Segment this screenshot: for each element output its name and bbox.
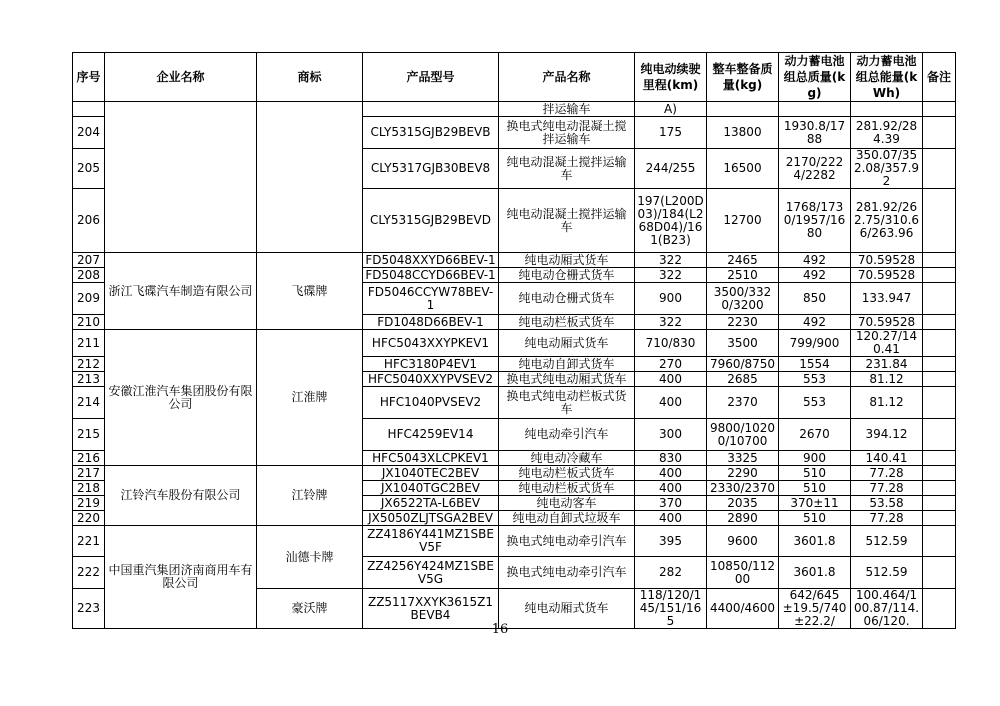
company-cell xyxy=(105,102,257,253)
battery-mass-cell: 799/900 xyxy=(779,330,851,357)
model-cell: JX6522TA-L6BEV xyxy=(363,496,499,511)
battery-energy-cell: 81.12 xyxy=(851,372,923,387)
brand-cell xyxy=(257,102,363,253)
curb-mass-cell: 2370 xyxy=(707,387,779,419)
product-name-cell: 纯电动仓栅式货车 xyxy=(499,268,635,283)
sn-cell: 207 xyxy=(73,253,105,268)
company-cell: 中国重汽集团济南商用车有限公司 xyxy=(105,526,257,629)
remark-cell xyxy=(923,330,956,357)
vehicle-catalog-table xyxy=(72,52,956,629)
model-cell: CLY5317GJB30BEV8 xyxy=(363,149,499,189)
battery-mass-cell: 553 xyxy=(779,372,851,387)
range-cell: 400 xyxy=(635,511,707,526)
product-name-cell: 纯电动栏板式货车 xyxy=(499,315,635,330)
header-cell: 动力蓄电池组总质量(kg) xyxy=(779,53,851,102)
header-cell: 备注 xyxy=(923,53,956,102)
range-cell: 400 xyxy=(635,466,707,481)
model-cell: ZZ5117XXYK3615Z1BEVB4 xyxy=(363,589,499,629)
table-row xyxy=(73,466,956,481)
battery-mass-cell: 370±11 xyxy=(779,496,851,511)
product-name-cell: 纯电动冷藏车 xyxy=(499,451,635,466)
product-name-cell: 换电式纯电动牵引汽车 xyxy=(499,526,635,557)
range-cell: 400 xyxy=(635,372,707,387)
model-cell: ZZ4256Y424MZ1SBEV5G xyxy=(363,557,499,589)
company-cell: 浙江飞碟汽车制造有限公司 xyxy=(105,253,257,330)
model-cell: CLY5315GJB29BEVD xyxy=(363,189,499,253)
header-cell: 商标 xyxy=(257,53,363,102)
model-cell: FD5048CCYD66BEV-1 xyxy=(363,268,499,283)
remark-cell xyxy=(923,511,956,526)
battery-energy-cell: 70.59528 xyxy=(851,253,923,268)
battery-energy-cell: 140.41 xyxy=(851,451,923,466)
battery-energy-cell: 77.28 xyxy=(851,466,923,481)
table-row xyxy=(73,330,956,357)
remark-cell xyxy=(923,189,956,253)
model-cell: HFC4259EV14 xyxy=(363,419,499,451)
model-cell: FD5046CCYW78BEV-1 xyxy=(363,283,499,315)
range-cell: 270 xyxy=(635,357,707,372)
battery-energy-cell: 231.84 xyxy=(851,357,923,372)
model-cell xyxy=(363,102,499,117)
curb-mass-cell: 2510 xyxy=(707,268,779,283)
remark-cell xyxy=(923,557,956,589)
range-cell: 400 xyxy=(635,481,707,496)
table-row xyxy=(73,526,956,557)
brand-cell: 江淮牌 xyxy=(257,330,363,466)
product-name-cell: 换电式纯电动牵引汽车 xyxy=(499,557,635,589)
remark-cell xyxy=(923,496,956,511)
product-name-cell: 纯电动栏板式货车 xyxy=(499,481,635,496)
battery-mass-cell xyxy=(779,102,851,117)
brand-cell: 豪沃牌 xyxy=(257,589,363,629)
product-name-cell: 换电式纯电动混凝土搅拌运输车 xyxy=(499,117,635,149)
curb-mass-cell: 9800/10200/10700 xyxy=(707,419,779,451)
curb-mass-cell: 12700 xyxy=(707,189,779,253)
remark-cell xyxy=(923,372,956,387)
model-cell: HFC5043XLCPKEV1 xyxy=(363,451,499,466)
range-cell: 830 xyxy=(635,451,707,466)
battery-energy-cell: 394.12 xyxy=(851,419,923,451)
product-name-cell: 纯电动混凝土搅拌运输车 xyxy=(499,149,635,189)
curb-mass-cell: 2290 xyxy=(707,466,779,481)
curb-mass-cell: 2890 xyxy=(707,511,779,526)
product-name-cell: 纯电动厢式货车 xyxy=(499,589,635,629)
model-cell: JX5050ZLJTSGA2BEV xyxy=(363,511,499,526)
header-cell: 企业名称 xyxy=(105,53,257,102)
battery-mass-cell: 642/645±19.5/740±22.2/ xyxy=(779,589,851,629)
battery-mass-cell: 553 xyxy=(779,387,851,419)
sn-cell: 212 xyxy=(73,357,105,372)
battery-mass-cell: 510 xyxy=(779,481,851,496)
sn-cell: 209 xyxy=(73,283,105,315)
battery-energy-cell: 70.59528 xyxy=(851,268,923,283)
curb-mass-cell: 13800 xyxy=(707,117,779,149)
model-cell: ZZ4186Y441MZ1SBEV5F xyxy=(363,526,499,557)
curb-mass-cell: 3325 xyxy=(707,451,779,466)
battery-mass-cell: 510 xyxy=(779,511,851,526)
product-name-cell: 拌运输车 xyxy=(499,102,635,117)
battery-energy-cell: 70.59528 xyxy=(851,315,923,330)
sn-cell: 205 xyxy=(73,149,105,189)
remark-cell xyxy=(923,315,956,330)
product-name-cell: 纯电动仓栅式货车 xyxy=(499,283,635,315)
table-row xyxy=(73,102,956,117)
sn-cell xyxy=(73,102,105,117)
brand-cell: 汕德卡牌 xyxy=(257,526,363,589)
model-cell: JX1040TEC2BEV xyxy=(363,466,499,481)
product-name-cell: 纯电动混凝土搅拌运输车 xyxy=(499,189,635,253)
remark-cell xyxy=(923,268,956,283)
range-cell: 244/255 xyxy=(635,149,707,189)
page-number: 16 xyxy=(491,622,509,637)
battery-mass-cell: 1768/1730/1957/1680 xyxy=(779,189,851,253)
battery-mass-cell: 492 xyxy=(779,253,851,268)
model-cell: HFC1040PVSEV2 xyxy=(363,387,499,419)
remark-cell xyxy=(923,283,956,315)
sn-cell: 216 xyxy=(73,451,105,466)
remark-cell xyxy=(923,357,956,372)
model-cell: HFC5040XXYPVSEV2 xyxy=(363,372,499,387)
sn-cell: 215 xyxy=(73,419,105,451)
model-cell: CLY5315GJB29BEVB xyxy=(363,117,499,149)
curb-mass-cell: 3500 xyxy=(707,330,779,357)
curb-mass-cell: 4400/4600 xyxy=(707,589,779,629)
battery-energy-cell: 77.28 xyxy=(851,511,923,526)
product-name-cell: 换电式纯电动栏板式货车 xyxy=(499,387,635,419)
battery-energy-cell: 281.92/284.39 xyxy=(851,117,923,149)
model-cell: HFC5043XXYPKEV1 xyxy=(363,330,499,357)
remark-cell xyxy=(923,451,956,466)
range-cell: 322 xyxy=(635,253,707,268)
curb-mass-cell: 16500 xyxy=(707,149,779,189)
battery-energy-cell: 512.59 xyxy=(851,526,923,557)
product-name-cell: 换电式纯电动厢式货车 xyxy=(499,372,635,387)
battery-energy-cell: 100.464/100.87/114.06/120. xyxy=(851,589,923,629)
battery-mass-cell: 1554 xyxy=(779,357,851,372)
header-cell: 产品型号 xyxy=(363,53,499,102)
battery-energy-cell: 350.07/352.08/357.92 xyxy=(851,149,923,189)
model-cell: FD1048D66BEV-1 xyxy=(363,315,499,330)
range-cell: 900 xyxy=(635,283,707,315)
sn-cell: 211 xyxy=(73,330,105,357)
header-cell: 整车整备质量(kg) xyxy=(707,53,779,102)
battery-mass-cell: 2170/2224/2282 xyxy=(779,149,851,189)
product-name-cell: 纯电动厢式货车 xyxy=(499,330,635,357)
battery-mass-cell: 2670 xyxy=(779,419,851,451)
curb-mass-cell: 7960/8750 xyxy=(707,357,779,372)
sn-cell: 223 xyxy=(73,589,105,629)
curb-mass-cell: 9600 xyxy=(707,526,779,557)
range-cell: 282 xyxy=(635,557,707,589)
remark-cell xyxy=(923,419,956,451)
sn-cell: 218 xyxy=(73,481,105,496)
battery-energy-cell: 53.58 xyxy=(851,496,923,511)
sn-cell: 217 xyxy=(73,466,105,481)
curb-mass-cell xyxy=(707,102,779,117)
brand-cell: 飞碟牌 xyxy=(257,253,363,330)
battery-mass-cell: 3601.8 xyxy=(779,526,851,557)
battery-energy-cell: 120.27/140.41 xyxy=(851,330,923,357)
range-cell: 322 xyxy=(635,268,707,283)
remark-cell xyxy=(923,387,956,419)
sn-cell: 220 xyxy=(73,511,105,526)
remark-cell xyxy=(923,466,956,481)
curb-mass-cell: 2230 xyxy=(707,315,779,330)
model-cell: HFC3180P4EV1 xyxy=(363,357,499,372)
remark-cell xyxy=(923,481,956,496)
range-cell: 118/120/145/151/165 xyxy=(635,589,707,629)
battery-mass-cell: 492 xyxy=(779,315,851,330)
table-header-row xyxy=(73,53,956,102)
curb-mass-cell: 2685 xyxy=(707,372,779,387)
sn-cell: 204 xyxy=(73,117,105,149)
product-name-cell: 纯电动厢式货车 xyxy=(499,253,635,268)
remark-cell xyxy=(923,117,956,149)
curb-mass-cell: 2035 xyxy=(707,496,779,511)
battery-mass-cell: 510 xyxy=(779,466,851,481)
model-cell: JX1040TGC2BEV xyxy=(363,481,499,496)
battery-energy-cell: 281.92/262.75/310.66/263.96 xyxy=(851,189,923,253)
battery-energy-cell: 512.59 xyxy=(851,557,923,589)
product-name-cell: 纯电动牵引汽车 xyxy=(499,419,635,451)
range-cell: 710/830 xyxy=(635,330,707,357)
sn-cell: 206 xyxy=(73,189,105,253)
battery-energy-cell xyxy=(851,102,923,117)
sn-cell: 219 xyxy=(73,496,105,511)
battery-energy-cell: 133.947 xyxy=(851,283,923,315)
company-cell: 江铃汽车股份有限公司 xyxy=(105,466,257,526)
range-cell: 300 xyxy=(635,419,707,451)
header-cell: 序号 xyxy=(73,53,105,102)
product-name-cell: 纯电动客车 xyxy=(499,496,635,511)
header-cell: 产品名称 xyxy=(499,53,635,102)
brand-cell: 江铃牌 xyxy=(257,466,363,526)
range-cell: 370 xyxy=(635,496,707,511)
remark-cell xyxy=(923,102,956,117)
battery-mass-cell: 900 xyxy=(779,451,851,466)
curb-mass-cell: 10850/11200 xyxy=(707,557,779,589)
curb-mass-cell: 2465 xyxy=(707,253,779,268)
battery-mass-cell: 850 xyxy=(779,283,851,315)
sn-cell: 222 xyxy=(73,557,105,589)
curb-mass-cell: 3500/3320/3200 xyxy=(707,283,779,315)
company-cell: 安徽江淮汽车集团股份有限公司 xyxy=(105,330,257,466)
header-cell: 动力蓄电池组总能量(kWh) xyxy=(851,53,923,102)
product-name-cell: 纯电动自卸式货车 xyxy=(499,357,635,372)
battery-energy-cell: 77.28 xyxy=(851,481,923,496)
sn-cell: 221 xyxy=(73,526,105,557)
battery-mass-cell: 3601.8 xyxy=(779,557,851,589)
product-name-cell: 纯电动自卸式垃圾车 xyxy=(499,511,635,526)
model-cell: FD5048XXYD66BEV-1 xyxy=(363,253,499,268)
battery-energy-cell: 81.12 xyxy=(851,387,923,419)
sn-cell: 213 xyxy=(73,372,105,387)
range-cell: A) xyxy=(635,102,707,117)
range-cell: 400 xyxy=(635,387,707,419)
remark-cell xyxy=(923,149,956,189)
range-cell: 395 xyxy=(635,526,707,557)
range-cell: 197(L200D03)/184(L268D04)/161(B23) xyxy=(635,189,707,253)
range-cell: 175 xyxy=(635,117,707,149)
remark-cell xyxy=(923,253,956,268)
sn-cell: 208 xyxy=(73,268,105,283)
header-cell: 纯电动续驶里程(km) xyxy=(635,53,707,102)
curb-mass-cell: 2330/2370 xyxy=(707,481,779,496)
product-name-cell: 纯电动栏板式货车 xyxy=(499,466,635,481)
table-row xyxy=(73,253,956,268)
remark-cell xyxy=(923,526,956,557)
sn-cell: 214 xyxy=(73,387,105,419)
range-cell: 322 xyxy=(635,315,707,330)
sn-cell: 210 xyxy=(73,315,105,330)
battery-mass-cell: 492 xyxy=(779,268,851,283)
battery-mass-cell: 1930.8/1788 xyxy=(779,117,851,149)
